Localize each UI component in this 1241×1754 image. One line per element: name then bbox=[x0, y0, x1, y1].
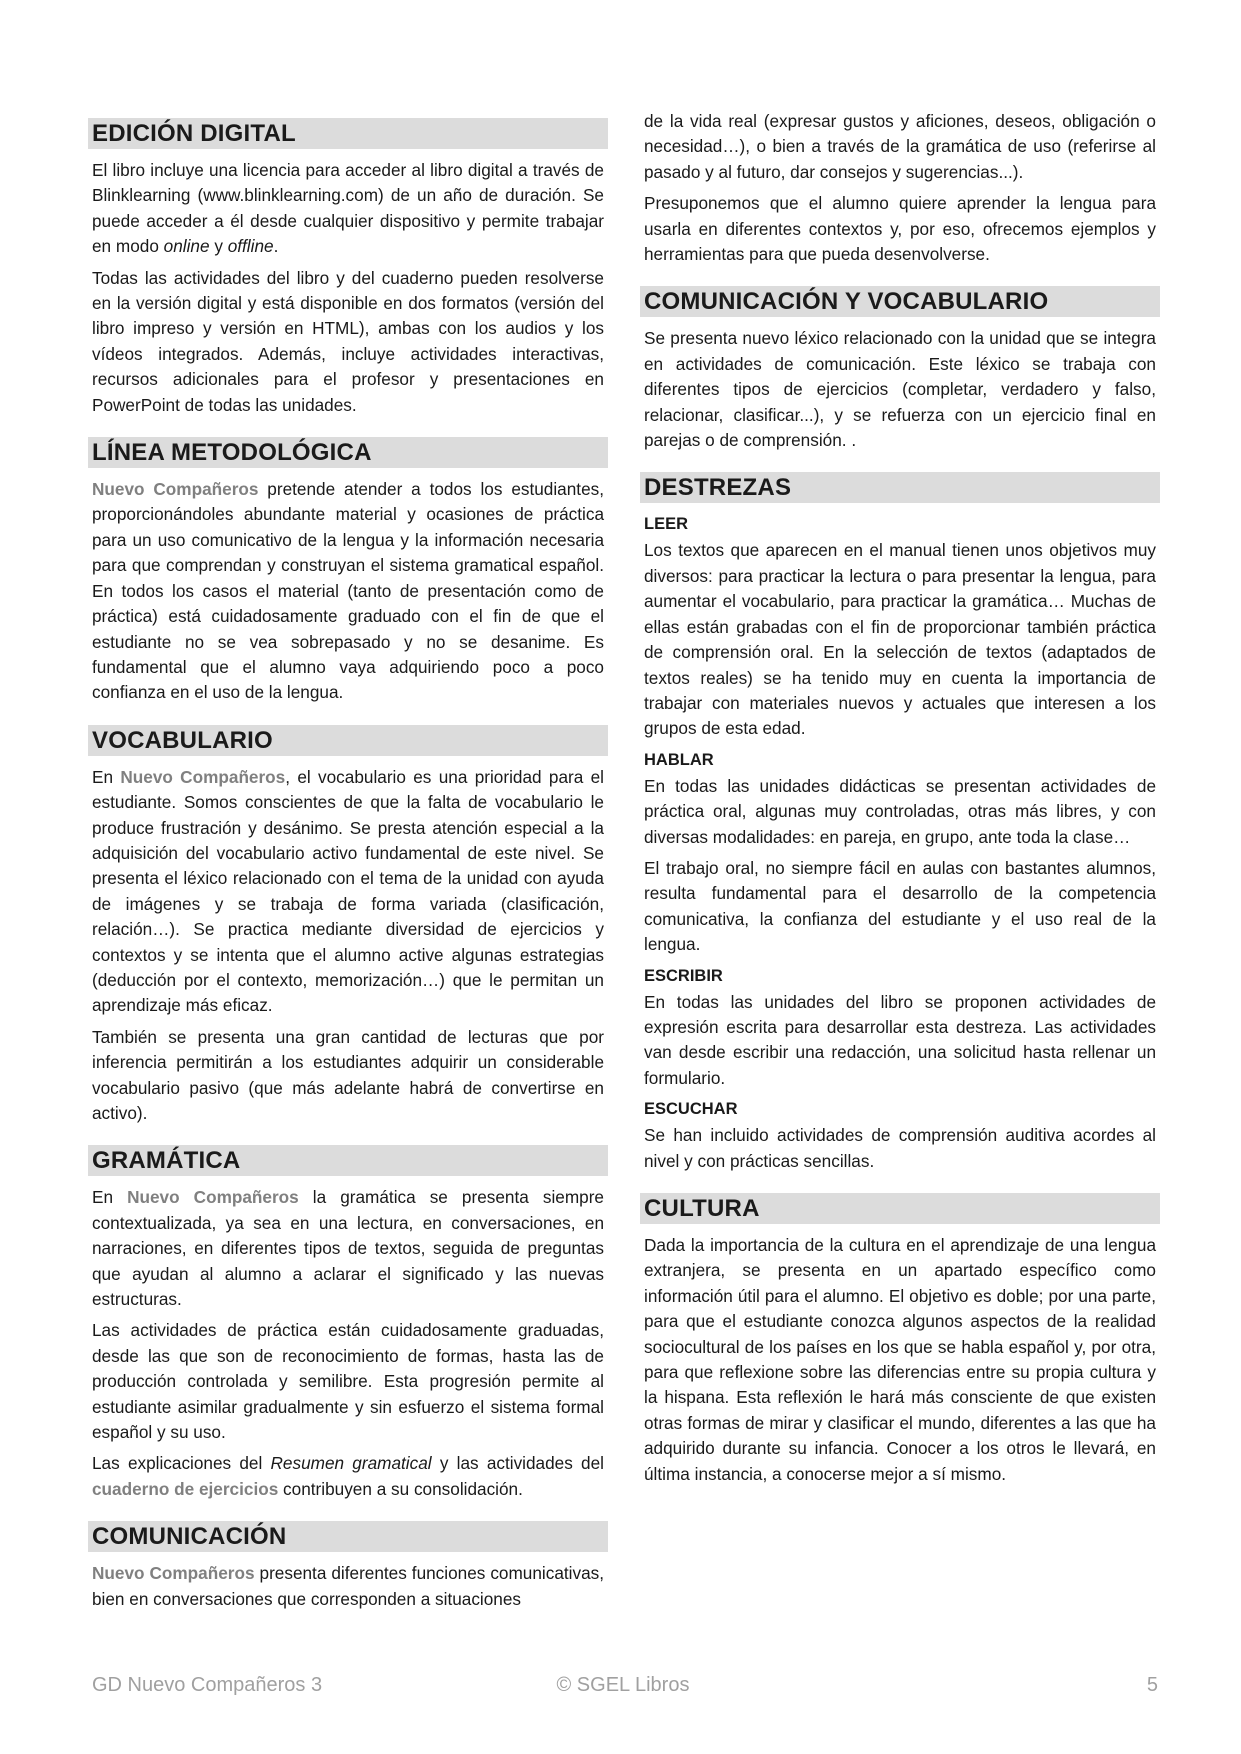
paragraph: de la vida real (expresar gustos y aficiones, deseos, obligación o necesidad…), o bien a través de la gramática de uso (referirse al pasado y al futuro, dar consejos y sugerencias...). bbox=[644, 111, 1156, 182]
text-span: la gramática se presenta siempre contextualizada, ya sea en una lectura, en conversaciones, en narraciones, en diferentes tipos de textos, seguida de preguntas que ayudan al alumno a aclarar el significado y las nuevas estructuras. bbox=[92, 1187, 604, 1310]
italic-text: online bbox=[163, 236, 210, 257]
section-comunicacion-vocabulario bbox=[640, 286, 1160, 453]
text-span: En bbox=[92, 1187, 128, 1208]
text-span: y las actividades del bbox=[431, 1453, 604, 1474]
section-vocabulario bbox=[88, 725, 608, 1127]
paragraph: Se han incluido actividades de comprensión auditiva acordes al nivel y con prácticas sencillas. bbox=[644, 1125, 1156, 1171]
section-title: COMUNICACIÓN bbox=[88, 1521, 608, 1552]
page-footer bbox=[88, 1674, 1158, 1700]
subsection-title-escuchar: ESCUCHAR bbox=[644, 1100, 738, 1119]
paragraph bbox=[88, 1185, 608, 1312]
paragraph: Las actividades de práctica están cuidadosamente graduadas, desde las que son de reconocimiento de formas, hasta las de producción controlada y semilibre. Esta progresión permite al estudiante asimilar gradualmente y sin esfuerzo el sistema formal español y su uso. bbox=[92, 1320, 604, 1443]
brand-name: Nuevo Compañeros bbox=[92, 479, 259, 500]
paragraph bbox=[88, 477, 608, 706]
brand-name: Nuevo Compañeros bbox=[127, 1187, 299, 1208]
subsection-title-leer: LEER bbox=[644, 515, 689, 534]
section-linea-metodologica bbox=[88, 437, 608, 706]
text-span: El libro incluye una licencia para acceder al libro digital a través de Blinklearning (www.blinklearning.com) de un año de duración. Se puede acceder a él desde cualquier dispositivo y permite trabajar en modo bbox=[92, 160, 604, 257]
paragraph: En todas las unidades del libro se proponen actividades de expresión escrita para desarrollar esta destreza. Las actividades van desde escribir una redacción, una solicitud hasta rellenar un formulario. bbox=[644, 991, 1156, 1088]
paragraph: El trabajo oral, no siempre fácil en aulas con bastantes alumnos, resulta fundamental para el desarrollo de la competencia comunicativa, la confianza del estudiante y el uso real de la lengua. bbox=[644, 857, 1156, 955]
section-title: VOCABULARIO bbox=[88, 725, 608, 756]
paragraph: Presuponemos que el alumno quiere aprender la lengua para usarla en diferentes contextos y, por eso, ofrecemos ejemplos y herramientas para que pueda desenvolverse. bbox=[644, 193, 1156, 265]
section-cultura bbox=[640, 1193, 1160, 1487]
subsection-title-hablar: HABLAR bbox=[644, 750, 714, 769]
text-span: En bbox=[92, 766, 121, 787]
text-span: pretende atender a todos los estudiantes, proporcionándoles abundante material y ocasiones de práctica para un uso comunicativo de la lengua y la información necesaria para que comprendan y construyan el sistema gramatical español. En todos los casos el material (tanto de presentación como de práctica) está cuidadosamente graduado con el fin de que el estudiante no se vea sobrepasado y no se desanime. Es fundamental que el alumno vaya adquiriendo poco a poco confianza en el uso de la lengua. bbox=[92, 479, 605, 703]
right-column bbox=[640, 111, 1160, 1506]
paragraph: En todas las unidades didácticas se presentan actividades de práctica oral, algunas muy controladas, otras más libres, y con diversas modalidades: en pareja, en grupo, ante toda la clase… bbox=[644, 775, 1156, 847]
subsection-title-escribir: ESCRIBIR bbox=[644, 966, 723, 985]
paragraph bbox=[88, 1561, 608, 1612]
footer-book-title: GD Nuevo Compañeros 3 bbox=[92, 1674, 323, 1696]
section-edicion-digital bbox=[88, 118, 608, 418]
page-number: 5 bbox=[1146, 1674, 1158, 1696]
section-title: EDICIÓN DIGITAL bbox=[88, 118, 608, 149]
paragraph: Los textos que aparecen en el manual tienen unos objetivos muy diversos: para practicar la lectura o para presentar la lengua, para aumentar el vocabulario, para practicar la gramática… Muchas de ellas están grabadas con el fin de proporcionar también práctica de comprensión oral. En la selección de textos (adaptados de textos reales) se ha tenido muy en cuenta la importancia de trabajar con materiales nuevos y actuales que interesen a los grupos de esta edad. bbox=[644, 540, 1156, 739]
section-title: CULTURA bbox=[640, 1193, 1160, 1224]
brand-name: cuaderno de ejercicios bbox=[92, 1478, 279, 1499]
text-span: y bbox=[209, 236, 228, 257]
brand-name: Nuevo Compañeros bbox=[120, 766, 286, 787]
section-title: DESTREZAS bbox=[640, 472, 1160, 503]
section-gramatica bbox=[88, 1145, 608, 1502]
paragraph: Todas las actividades del libro y del cuaderno pueden resolverse en la versión digital y está disponible en dos formatos (versión del libro impreso y versión en HTML), ambas con los audios y los vídeos integrados. Además, incluye actividades interactivas, recursos adicionales para el profesor y presentaciones en PowerPoint de todas las unidades. bbox=[92, 267, 604, 415]
section-title: GRAMÁTICA bbox=[88, 1145, 608, 1176]
section-comunicacion bbox=[88, 1521, 608, 1612]
italic-text: Resumen gramatical bbox=[270, 1453, 432, 1474]
brand-name: Nuevo Compañeros bbox=[92, 1563, 255, 1584]
paragraph: Dada la importancia de la cultura en el aprendizaje de una lengua extranjera, se presenta en un apartado específico como información útil para el alumno. El objetivo es doble; por una parte, para que el estudiante conozca algunos aspectos de la realidad sociocultural de los países en los que se habla español y, por otra, para que reflexione sobre las diferencias entre su propia cultura y la hispana. Esta reflexión le hará más consciente de que existen otras formas de mirar y clasificar el mundo, diferentes a las que ha adquirido durante su infancia. Conocer a los otros le llevará, en última instancia, a conocerse mejor a sí mismo. bbox=[644, 1235, 1156, 1484]
text-span: . bbox=[273, 236, 279, 257]
section-comunicacion-continued bbox=[640, 109, 1160, 267]
text-span: contribuyen a su consolidación. bbox=[278, 1478, 523, 1499]
section-title: COMUNICACIÓN Y VOCABULARIO bbox=[640, 286, 1160, 317]
footer-copyright: © SGEL Libros bbox=[556, 1674, 690, 1696]
text-span: Las explicaciones del bbox=[92, 1453, 271, 1474]
italic-text: offline bbox=[227, 236, 274, 257]
paragraph bbox=[88, 765, 608, 1019]
paragraph: Se presenta nuevo léxico relacionado con la unidad que se integra en actividades de comunicación. Este léxico se trabaja con diferentes tipos de ejercicios (completar, verdadero y falso, relacionar, clasificar...), y se refuerza con un ejercicio final en parejas o de comprensión. . bbox=[644, 328, 1156, 451]
section-title: LÍNEA METODOLÓGICA bbox=[88, 437, 608, 468]
section-destrezas bbox=[640, 472, 1160, 1174]
paragraph bbox=[88, 158, 608, 260]
text-span: presenta diferentes funciones comunicativas, bien en conversaciones que corresponden a situaciones bbox=[92, 1563, 605, 1609]
left-column bbox=[88, 118, 608, 1631]
paragraph bbox=[88, 1451, 608, 1502]
paragraph: También se presenta una gran cantidad de lecturas que por inferencia permitirán a los estudiantes adquirir un considerable vocabulario pasivo (que más adelante habrá de convertirse en activo). bbox=[92, 1026, 604, 1123]
text-span: , el vocabulario es una prioridad para el estudiante. Somos conscientes de que la falta de vocabulario le produce frustración y desánimo. Se presta atención especial a la adquisición del vocabulario activo fundamental de este nivel. Se presenta el léxico relacionado con el tema de la unidad con ayuda de imágenes y se trabaja de forma variada (clasificación, relación…). Se practica mediante diversidad de ejercicios y contextos y se intenta que el alumno active algunas estrategias (deducción por el contexto, memorización…) que le permitan un aprendizaje más eficaz. bbox=[92, 766, 604, 1016]
